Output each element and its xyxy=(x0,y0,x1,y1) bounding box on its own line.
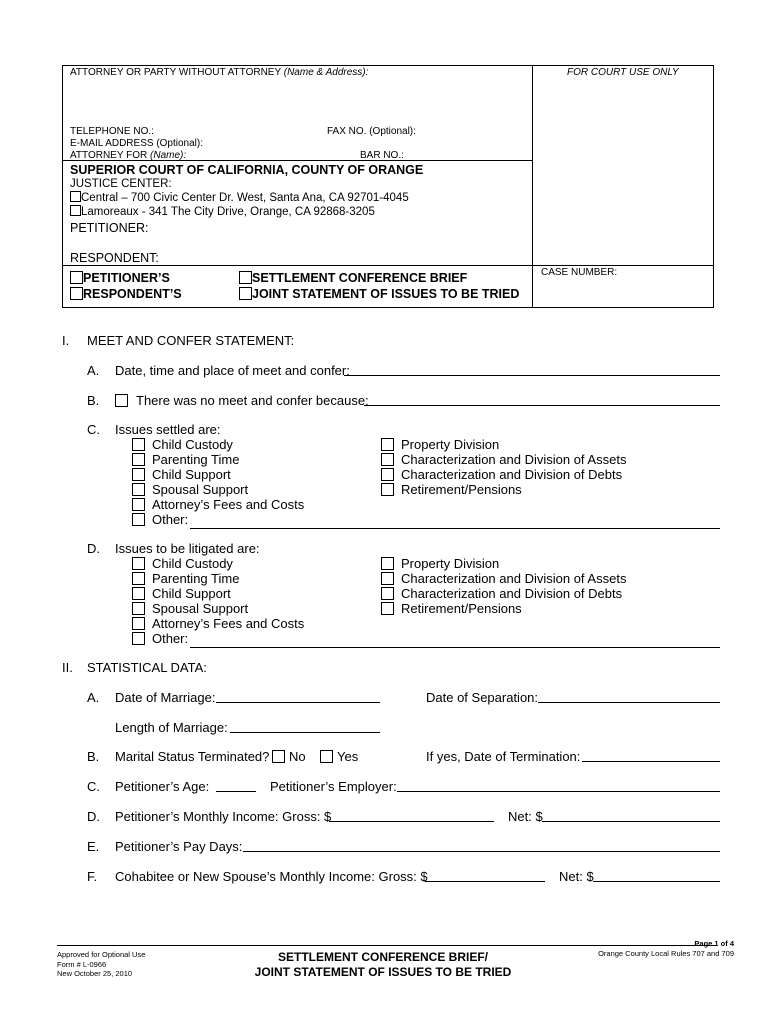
litigated-other-field[interactable] xyxy=(190,647,720,648)
settled-issue-label: Child Custody xyxy=(152,437,233,452)
form-date: New October 25, 2010 xyxy=(57,969,133,978)
litigated-issue-label: Retirement/Pensions xyxy=(401,601,522,616)
date-separation-field[interactable] xyxy=(538,702,720,703)
settled-issue-label: Characterization and Division of Assets xyxy=(401,452,627,467)
cohabitee-income-label: Cohabitee or New Spouse’s Monthly Income: Gross: $ xyxy=(115,869,428,884)
petitioner-gross-field[interactable] xyxy=(329,821,494,822)
issues-litigated-label: Issues to be litigated are: xyxy=(115,541,260,556)
settled-issue-option[interactable] xyxy=(132,482,248,497)
form-number: Form # L-0966 xyxy=(57,959,107,969)
date-termination-label: If yes, Date of Termination: xyxy=(426,749,581,764)
litigated-issue-label: Attorney’s Fees and Costs xyxy=(152,616,305,631)
date-separation-label: Date of Separation: xyxy=(426,690,539,705)
section-2-title: STATISTICAL DATA: xyxy=(87,660,207,675)
settled-issue-checkbox[interactable] xyxy=(132,513,145,526)
litigated-issue-checkbox[interactable] xyxy=(132,632,145,645)
petitioner-employer-field[interactable] xyxy=(397,791,720,792)
settled-issue-option[interactable] xyxy=(132,467,231,482)
settled-issue-option[interactable] xyxy=(381,482,522,497)
litigated-issue-label: Characterization and Division of Assets xyxy=(401,571,627,586)
litigated-issue-checkbox[interactable] xyxy=(132,557,145,570)
settlement-brief-option[interactable]: SETTLEMENT CONFERENCE BRIEF xyxy=(239,271,467,285)
meet-confer-label: Date, time and place of meet and confer: xyxy=(115,363,350,378)
settlement-brief-checkbox[interactable] xyxy=(239,271,252,284)
litigated-issue-checkbox[interactable] xyxy=(381,572,394,585)
length-marriage-label: Length of Marriage: xyxy=(115,720,228,735)
petitioner-paydays-field[interactable] xyxy=(243,851,720,852)
court-title: SUPERIOR COURT OF CALIFORNIA, COUNTY OF ORANGE xyxy=(70,163,424,177)
footer-right xyxy=(560,939,734,959)
settled-issue-option[interactable] xyxy=(381,437,499,452)
litigated-issue-checkbox[interactable] xyxy=(132,572,145,585)
page-number: Page 1 of 4 xyxy=(694,939,734,948)
settled-issue-label: Characterization and Division of Debts xyxy=(401,467,623,482)
settled-other-field[interactable] xyxy=(190,528,720,529)
settled-issue-option[interactable] xyxy=(132,437,233,452)
petitioner-employer-label: Petitioner’s Employer: xyxy=(270,779,397,794)
approved-text: Approved for Optional Use xyxy=(57,950,146,959)
litigated-issue-label: Parenting Time xyxy=(152,571,240,586)
date-termination-field[interactable] xyxy=(582,761,720,762)
settled-issue-label: Parenting Time xyxy=(152,452,240,467)
settled-issue-option[interactable] xyxy=(381,467,622,482)
settled-issue-checkbox[interactable] xyxy=(132,468,145,481)
marital-status-label: Marital Status Terminated? xyxy=(115,749,270,764)
litigated-issue-label: Spousal Support xyxy=(152,601,249,616)
litigated-issue-checkbox[interactable] xyxy=(132,617,145,630)
settled-issue-checkbox[interactable] xyxy=(132,438,145,451)
settled-issue-label: Retirement/Pensions xyxy=(401,482,522,497)
settled-issue-checkbox[interactable] xyxy=(381,453,394,466)
litigated-issue-option[interactable] xyxy=(132,571,239,586)
no-meet-confer-checkbox[interactable] xyxy=(115,394,128,407)
settled-issue-checkbox[interactable] xyxy=(381,438,394,451)
settled-issue-option[interactable] xyxy=(132,512,188,527)
settled-issue-option[interactable] xyxy=(132,452,239,467)
litigated-issue-checkbox[interactable] xyxy=(132,587,145,600)
bar-no-label: BAR NO.: xyxy=(360,150,404,161)
respondents-option[interactable]: RESPONDENT’S xyxy=(70,287,182,301)
settled-issue-label: Property Division xyxy=(401,437,500,452)
litigated-issue-option[interactable] xyxy=(132,556,233,571)
respondents-checkbox[interactable] xyxy=(70,287,83,300)
petitioners-option[interactable]: PETITIONER’S xyxy=(70,271,170,285)
item-2b-letter: B. xyxy=(87,749,100,764)
settled-issue-checkbox[interactable] xyxy=(381,468,394,481)
litigated-issue-label: Child Custody xyxy=(152,556,233,571)
case-number-label: CASE NUMBER: xyxy=(541,267,618,278)
item-2a-letter: A. xyxy=(87,690,100,705)
attorney-for-label: ATTORNEY FOR (Name): xyxy=(70,150,187,161)
fax-label: FAX NO. (Optional): xyxy=(327,126,416,137)
litigated-issue-option[interactable] xyxy=(132,616,304,631)
petitioner-paydays-label: Petitioner’s Pay Days: xyxy=(115,839,243,854)
issues-settled-label: Issues settled are: xyxy=(115,422,221,437)
litigated-issue-option[interactable] xyxy=(132,586,231,601)
lamoreaux-checkbox[interactable] xyxy=(70,205,81,216)
meet-confer-field[interactable] xyxy=(344,375,720,376)
central-option[interactable]: Central – 700 Civic Center Dr. West, Santa Ana, CA 92701-4045 xyxy=(70,191,409,204)
litigated-issue-option[interactable] xyxy=(381,601,522,616)
settled-issue-label: Spousal Support xyxy=(152,482,249,497)
no-meet-confer-option[interactable]: There was no meet and confer because: xyxy=(115,393,369,408)
litigated-issue-label: Other: xyxy=(152,631,189,646)
yes-option[interactable]: Yes xyxy=(320,749,358,764)
yes-checkbox[interactable] xyxy=(320,750,333,763)
litigated-issue-option[interactable] xyxy=(381,556,499,571)
petitioner-net-field[interactable] xyxy=(542,821,720,822)
petitioner-label: PETITIONER: xyxy=(70,221,149,235)
joint-statement-option[interactable]: JOINT STATEMENT OF ISSUES TO BE TRIED xyxy=(239,287,519,301)
court-use-label: FOR COURT USE ONLY xyxy=(567,67,679,78)
justice-center-label: JUSTICE CENTER: xyxy=(70,178,172,190)
item-2e-letter: E. xyxy=(87,839,100,854)
settled-issue-checkbox[interactable] xyxy=(132,453,145,466)
email-label: E-MAIL ADDRESS (Optional): xyxy=(70,138,204,149)
petitioners-checkbox[interactable] xyxy=(70,271,83,284)
respondent-label: RESPONDENT: xyxy=(70,251,159,265)
item-a-letter: A. xyxy=(87,363,100,378)
litigated-issue-checkbox[interactable] xyxy=(381,602,394,615)
item-d-letter: D. xyxy=(87,541,100,556)
item-c-letter: C. xyxy=(87,422,100,437)
footer-title-line-1: SETTLEMENT CONFERENCE BRIEF/ xyxy=(277,950,488,964)
case-number-rule xyxy=(532,265,714,266)
litigated-issue-checkbox[interactable] xyxy=(381,587,394,600)
date-marriage-field[interactable] xyxy=(216,702,380,703)
litigated-issue-label: Characterization and Division of Debts xyxy=(401,586,623,601)
local-rules: Orange County Local Rules 707 and 709 xyxy=(598,949,734,958)
joint-statement-checkbox[interactable] xyxy=(239,287,252,300)
petitioner-income-label: Petitioner’s Monthly Income: Gross: $ xyxy=(115,809,332,824)
settled-issue-checkbox[interactable] xyxy=(381,483,394,496)
no-option[interactable]: No xyxy=(272,749,306,764)
lamoreaux-option[interactable]: Lamoreaux - 341 The City Drive, Orange, CA 92868-3205 xyxy=(70,205,375,218)
cohabitee-net-field[interactable] xyxy=(593,881,720,882)
date-marriage-label: Date of Marriage: xyxy=(115,690,216,705)
litigated-issue-option[interactable] xyxy=(132,601,248,616)
litigated-issue-option[interactable] xyxy=(381,586,622,601)
settled-issue-label: Attorney’s Fees and Costs xyxy=(152,497,305,512)
settled-issue-checkbox[interactable] xyxy=(132,498,145,511)
item-b-letter: B. xyxy=(87,393,100,408)
item-2d-letter: D. xyxy=(87,809,100,824)
litigated-issue-label: Child Support xyxy=(152,586,231,601)
settled-issue-option[interactable] xyxy=(132,497,304,512)
litigated-issue-checkbox[interactable] xyxy=(132,602,145,615)
section-1-title: MEET AND CONFER STATEMENT: xyxy=(87,333,295,348)
settled-issue-label: Other: xyxy=(152,512,189,527)
settled-issue-label: Child Support xyxy=(152,467,231,482)
length-marriage-field[interactable] xyxy=(230,732,380,733)
cohabitee-gross-field[interactable] xyxy=(425,881,545,882)
petitioner-age-label: Petitioner’s Age: xyxy=(115,779,210,794)
section-2-number: II. xyxy=(62,660,73,675)
litigated-issue-option[interactable] xyxy=(381,571,626,586)
petitioner-net-label: Net: $ xyxy=(508,809,543,824)
caption-divider xyxy=(532,65,533,308)
central-checkbox[interactable] xyxy=(70,191,81,202)
footer-left xyxy=(57,950,145,979)
petitioner-age-field[interactable] xyxy=(216,791,256,792)
cohabitee-net-label: Net: $ xyxy=(559,869,594,884)
section-1-number: I. xyxy=(62,333,70,348)
item-2c-letter: C. xyxy=(87,779,100,794)
settled-issue-checkbox[interactable] xyxy=(132,483,145,496)
no-checkbox[interactable] xyxy=(272,750,285,763)
litigated-issue-checkbox[interactable] xyxy=(381,557,394,570)
settled-issue-option[interactable] xyxy=(381,452,626,467)
footer-title-line-2: JOINT STATEMENT OF ISSUES TO BE TRIED xyxy=(254,965,512,979)
telephone-label: TELEPHONE NO.: xyxy=(70,126,154,137)
litigated-issue-label: Property Division xyxy=(401,556,500,571)
no-meet-confer-field[interactable] xyxy=(364,405,720,406)
item-2f-letter: F. xyxy=(87,869,98,884)
footer-title xyxy=(200,950,566,980)
litigated-issue-option[interactable] xyxy=(132,631,188,646)
attorney-label: ATTORNEY OR PARTY WITHOUT ATTORNEY (Name & Address): xyxy=(70,67,369,78)
caption-rule-2 xyxy=(62,265,532,266)
